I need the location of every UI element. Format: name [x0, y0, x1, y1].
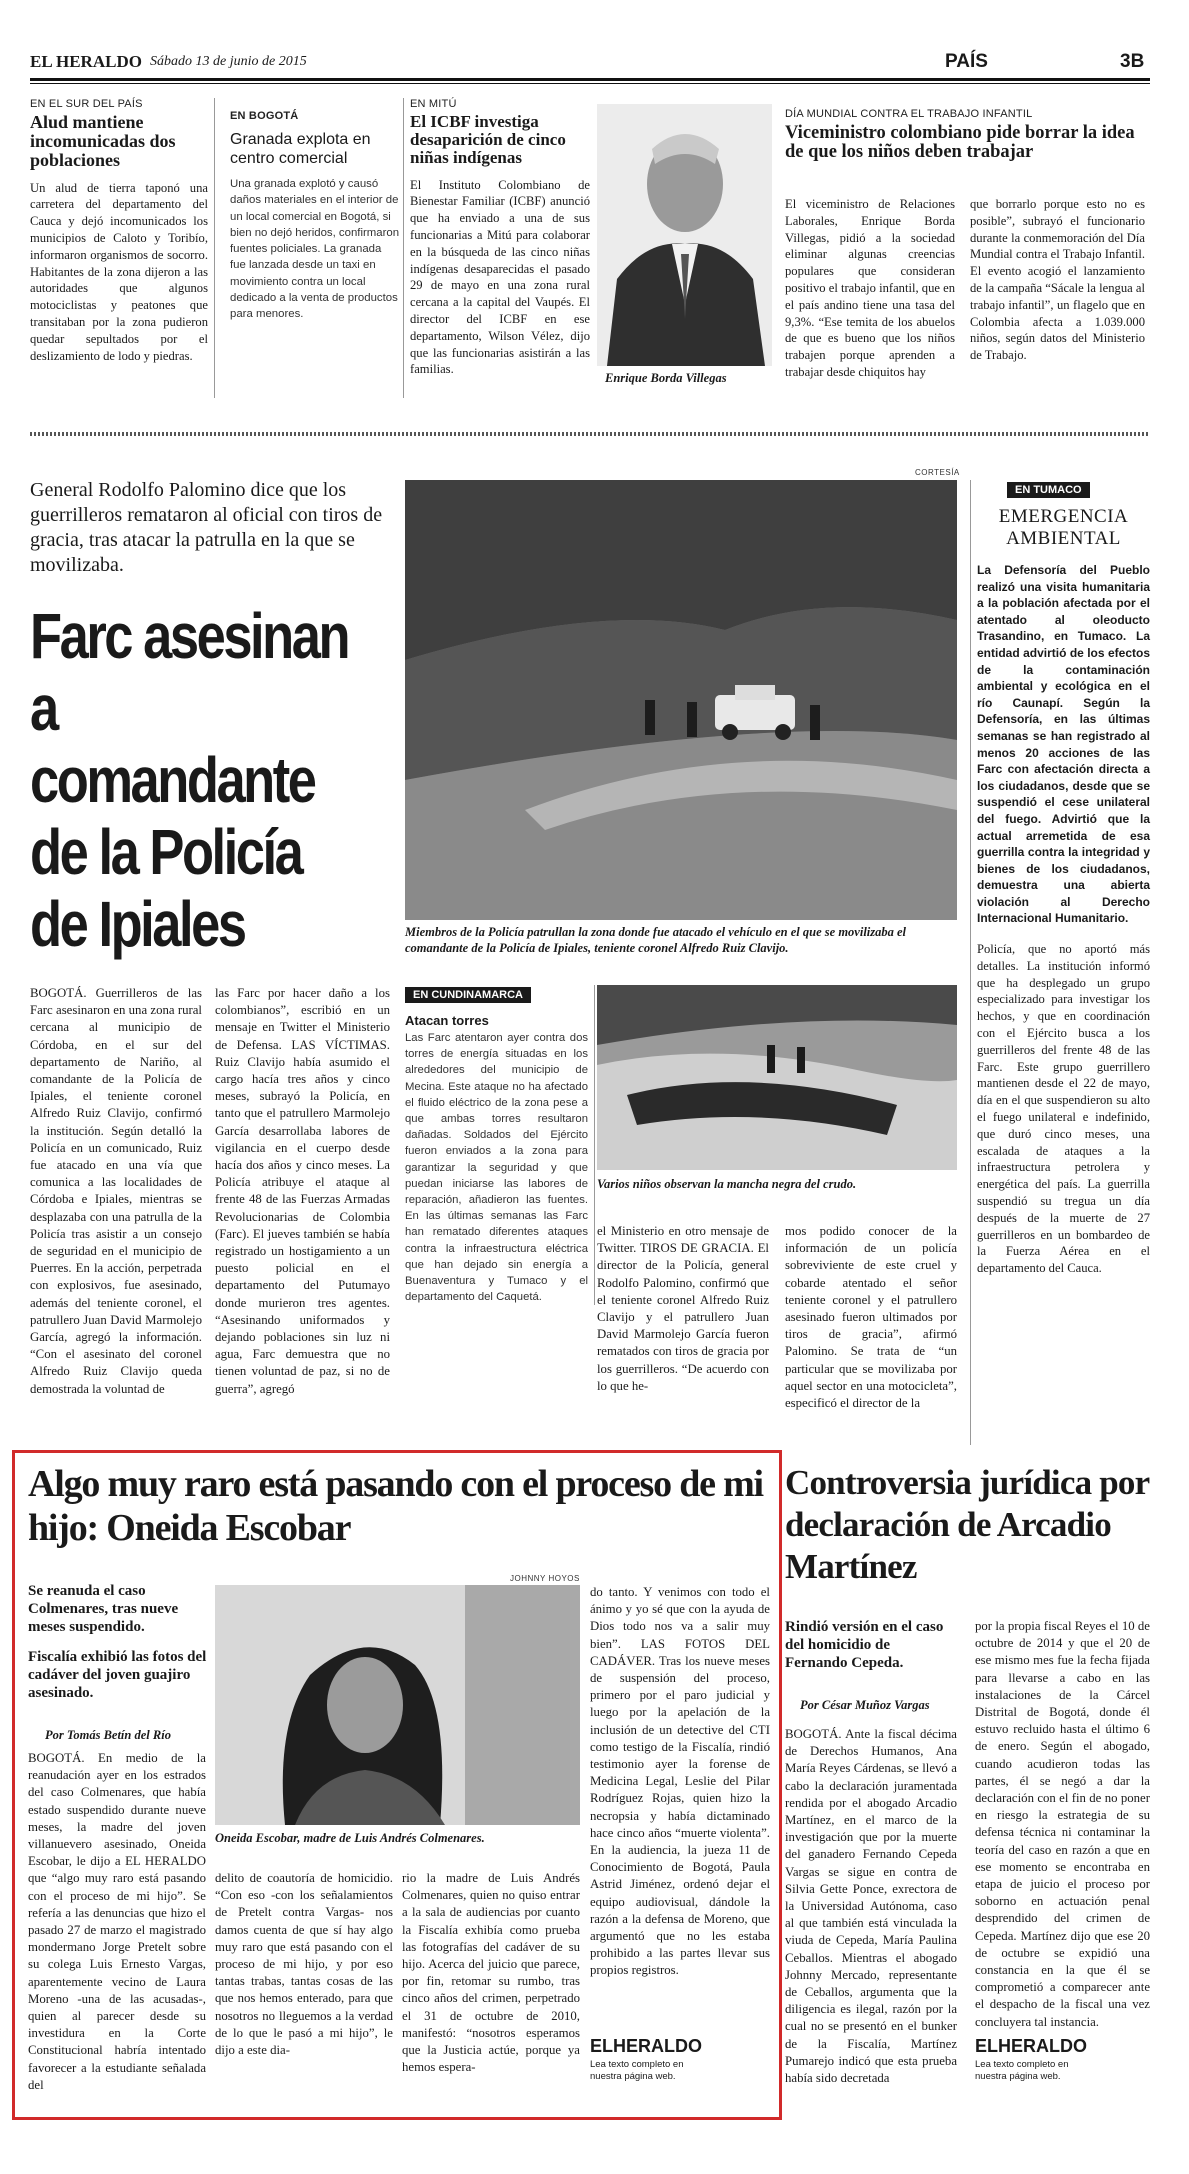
escobar-photo-credit: JOHNNY HOYOS — [510, 1574, 580, 1583]
escobar-sub1: Se reanuda el caso Colmenares, tras nueve meses suspendido. — [28, 1583, 179, 1635]
main-photo-credit: CORTESÍA — [915, 468, 960, 477]
crude-photo-caption: Varios niños observan la mancha negra del crudo. — [597, 1177, 857, 1191]
main-col2: las Farc por hacer daño a los colombianos”, escribió en un mensaje en Twitter el Ministerio de Defensa. LAS VÍCTIMAS. Ruiz Clavijo había asumido el cargo hacía tres años y cinco meses, subrayó la Policía, en tanto que el patrullero Marmolejo García desarrollaba labores de vigilancia en el cuerpo desde hacía dos años y cinco meses. La Policía atribuye el ataque al frente 48 de las Fuerzas Armadas Revolucionarias de Colombia (Farc). El jueves también se había registrado un hostigamiento a un puesto policial en el departamento del Putumayo donde murieron tres agentes. “Asesinando uniformados y dejando poblaciones sin luz ni agua, Farc demuestra que no tienen voluntad de paz, si no de guerra”, agregó — [215, 986, 390, 1396]
martinez-promo-logo: ELHERALDO — [975, 2036, 1087, 2056]
masthead-rule — [30, 78, 1150, 81]
bogota-body: Una granada explotó y causó daños materiales en el interior de un local comercial en Bogotá, si bien no dejó heridos, confirmaron fuentes policiales. La granada fue lanzada desde un taxi en movimiento contra un local dedicado a la venta de productos para menores. — [230, 178, 400, 321]
icbf-kicker: EN MITÚ — [410, 98, 457, 110]
martinez-col2: por la propia fiscal Reyes el 10 de octubre de 2014 y que el 20 de ese mismo mes fue la fecha fijada para llevarse a cabo en las instalaciones de la Cárcel Distrital de Bogotá, donde él estuvo recluido hasta el último 6 de enero. Según el abogado, cuando acudieron todas las partes, él se negó a dar la declaración con el fin de no poner en riesgo la estrategia de su defensa técnica ni contaminar la teoría del caso en razón a que en ese momento se encontraba en etapa de juicio el proceso por soborno en actuación penal desprendido del crimen de Cepeda. Martínez dijo que ese 20 de octubre se expidió una constancia en la que él se comprometió a comparecer ante el despacho de la fiscal una vez concluyera tal instancia. — [975, 1619, 1150, 2029]
escobar-photo — [215, 1585, 580, 1825]
icbf-headline: El ICBF investiga desaparición de cinco niñas indígenas — [410, 112, 566, 167]
main-photo-caption: Miembros de la Policía patrullan la zona donde fue atacado el vehículo en el que se movilizaba el comandante de la Policía de Ipiales, teniente coronel Alfredo Ruiz Clavijo. — [405, 925, 907, 955]
viceministro-col1: El viceministro de Relaciones Laborales, Enrique Borda Villegas, pidió a la sociedad eliminar algunas creencias populares que consideran positivo el trabajo infantil, que en el país andino tiene una tasa del 9,3%. “Ese temita de los abuelos de que es bueno que los niños trabajen porque aprenden a trabajar desde chiquitos hay — [785, 197, 955, 379]
escobar-headline: Algo muy raro está pasando con el proceso de mi hijo: Oneida Escobar — [28, 1463, 763, 1549]
top-row-rule — [30, 432, 1150, 436]
alud-kicker: EN EL SUR DEL PAÍS — [30, 98, 143, 110]
escobar-col1: BOGOTÁ. En medio de la reanudación ayer en los estrados del caso Colmenares, que había estado suspendido durante nueve meses, la madre del joven villanuevero asesinado, Oneida Escobar, le dijo a EL HERALDO que “algo muy raro está pasando con el proceso de mi hijo”. Se refería a las denuncias que hizo el pasado 27 de marzo el magistrado mondermano Jorge Pretelt sobre su colega Luis Ernesto Vargas, aparentemente vecino de Laura Moreno -una de las acusadas-, quien al parecer desde su investidura en la Corte Constitucional habría intentado favorecer a la estudiante señalada del — [28, 1751, 206, 2092]
martinez-promo[interactable] — [975, 2036, 1150, 2083]
oneida-escobar-image — [215, 1585, 580, 1825]
escobar-promo[interactable] — [590, 2036, 770, 2083]
escobar-col2: delito de coautoría de homicidio. “Con eso -con los señalamientos de Pretelt contra Vargas- nos damos cuenta de que sí hay algo muy raro que está pasando con el proceso de mi hijo, y por eso tantas trabas, tantas cosas de las que nos hemos enterado, para que nosotros no lleguemos a la verdad de lo que le pasó a mi hijo”, le dijo a este dia- — [215, 1871, 393, 2058]
police-patrol-image — [405, 480, 957, 920]
martinez-col1: BOGOTÁ. Ante la fiscal décima de Derechos Humanos, Ana María Reyes Cárdenas, se llevó a cabo la declaración juramentada rendida por el abogado Arcadio Martínez, en el marco de la investigación que por la muerte del ganadero Fernando Cepeda Vargas se sigue en contra de Silvia Gette Ponce, exrectora de la Universidad Autónoma, caso al que también está vinculada la viuda de Cepeda, María Paulina Ceballos. Mientras el abogado Johnny Mercado, representante de Ceballos, argumenta que la diligencia es ilegal, razón por la cual no se presentó en el bunker de la Fiscalía, Martínez Pumarejo indicó que esta prueba había sido decretada — [785, 1727, 957, 2086]
main-deck: General Rodolfo Palomino dice que los guerrilleros remataron al oficial con tiros de gracia, tras atacar la patrulla en la que se movilizaba. — [30, 479, 383, 576]
tumaco-kicker: EN TUMACO — [1007, 482, 1090, 498]
martinez-headline: Controversia jurídica por declaración de Arcadio Martínez — [785, 1463, 1149, 1586]
martinez-byline: Por César Muñoz Vargas — [800, 1698, 930, 1712]
bogota-kicker: EN BOGOTÁ — [230, 110, 299, 122]
viceministro-headline: Viceministro colombiano pide borrar la idea de que los niños deben trabajar — [785, 123, 1135, 163]
borda-photo-caption: Enrique Borda Villegas — [605, 371, 727, 385]
main-photo — [405, 480, 957, 920]
tumaco-headline: EMERGENCIA AMBIENTAL — [998, 506, 1129, 549]
divider — [403, 98, 404, 398]
martinez-promo-text: Lea texto completo en nuestra página web. — [975, 2059, 1069, 2082]
crude-spill-image — [597, 985, 957, 1170]
icbf-article — [410, 98, 590, 378]
escobar-col4: do tanto. Y venimos con todo el ánimo y yo sé que con la ayuda de Dios todo nos va a salir muy bien”. LAS FOTOS DEL CADÁVER. Tras los nueve meses de suspensión del proceso, primero por el paro judicial y luego por la apelación de la inclusión de un detective del CTI como testigo de la Fiscalía, rindió testimonio ayer la forense de Medicina Legal, Leslie del Pilar Rodríguez Rojas, quien hizo la necropsia y había dictaminado hace cinco años “muerte violenta”. En la audiencia, la jueza 11 de Conocimiento de Bogotá, Paula Astrid Jiménez, ordenó dejar el equipo audiovisual, dándole la razón a la defensa de Moreno, que argumentó que no les estaba prohibido a las partes llevar sus propios registros. — [590, 1585, 770, 1978]
paper-name: EL HERALDO — [30, 52, 142, 71]
tumaco-box — [977, 480, 1150, 1277]
masthead-rule-thin — [30, 83, 1150, 84]
portrait-image — [597, 104, 772, 366]
escobar-col3: rio la madre de Luis Andrés Colmenares, quien no quiso entrar a la sala de audiencias por cuanto la Fiscalía exhibía como prueba las fotografías del cadáver de su hijo. Acerca del juicio que parece, por fin, retomar su rumbo, tras cinco años del crimen, perpetrado el 31 de octubre de 2010, manifestó: “nosotros esperamos que la Justicia actúe, porque ya hemos espera- — [402, 1871, 580, 2075]
martinez-sub: Rindió versión en el caso del homicidio de Fernando Cepeda. — [785, 1619, 944, 1671]
crude-photo — [597, 985, 957, 1170]
viceministro-col2: que borrarlo porque esto no es posible”, subrayó el funcionario durante la conmemoración del Día Mundial contra el Trabajo Infantil. El evento acogió el lanzamiento de la campaña “Sácale la lengua al trabajo infantil”, un flagelo que en Colombia afecta a 1.039.000 niños, según datos del Ministerio de Trabajo. — [970, 197, 1145, 363]
escobar-promo-logo: ELHERALDO — [590, 2036, 702, 2056]
escobar-byline: Por Tomás Betín del Río — [45, 1728, 171, 1742]
main-col1: BOGOTÁ. Guerrilleros de las Farc asesinaron en una zona rural cercana al municipio de Córdoba, en el sur del departamento de Nariño, al comandante de la Policía de Ipiales, el teniente coronel Alfredo Ruiz Clavijo, confirmó la institución. Según detalló la Policía en un comunicado, Ruiz fue atacado en una vía que comunica a las localidades de Córdoba e Ipiales, mientras se desplazaba con una patrulla de la Policía tras asistir a un consejo de seguridad en el municipio de Puerres. En la acción, perpetrada con explosivos, fue asesinado, además del teniente coronel, el patrullero Juan David Marmolejo García, agregó la información. “Con el asesinato del coronel Alfredo Ruiz Clavijo queda demostrada la voluntad de — [30, 986, 202, 1396]
viceministro-article — [785, 98, 1150, 379]
cundinamarca-body: Las Farc atentaron ayer contra dos torres de energía situadas en los alrededores del municipio de Mecina. Este ataque no ha afectado el fluido eléctrico de la zona pese a que ambas torres resultaron dañadas. Soldados del Ejército fueron enviados a la zona para garantizar la seguridad y que puedan iniciarse las labores de reparación, añadieron las fuentes. En las últimas semanas las Farc han rematado diferentes ataques contra la infraestructura eléctrica que han dejado sin energía a Buenaventura y Tumaco y el departamento del Caquetá. — [405, 1032, 588, 1304]
tumaco-body-continued: Policía, que no aportó más detalles. La institución informó que ha desplegado un grupo especializado para investigar los hechos, y que en coordinación con el Ejército busca a los guerrilleros del frente 48 de las Farc. Este grupo guerrillero mantienen desde el 22 de mayo, día en el que suspendieron su alto el fuego unilateral e indefinido, que duró cinco meses, una escalada de ataques a la infraestructura petrolera y energética del país. La guerrilla suspendió su tregua un día después de la muerte de 27 guerrilleros en un bombardeo de la Fuerza Aérea en el departamento del Cauca. — [977, 942, 1150, 1276]
cundinamarca-box — [405, 985, 595, 1305]
edition-date: Sábado 13 de junio de 2015 — [150, 54, 307, 69]
page-number: 3B — [1120, 51, 1145, 72]
cundinamarca-kicker: EN CUNDINAMARCA — [405, 987, 531, 1003]
alud-article — [30, 98, 208, 364]
tumaco-body: La Defensoría del Pueblo realizó una visita humanitaria a la población afectada por el atentado al oleoducto Trasandino, en Tumaco. La entidad advirtió de los efectos de la contaminación ambiental y ecológica en el río Caunapí. Según la Defensoría, en las últimas semanas se han registrado al menos 20 acciones de las Farc con afectación directa a los ciudadanos, desde que se suspendió el cese unilateral del fuego. Advirtió que la actual arremetida de esa guerrilla contra la integridad y bienes de los ciudadanos, demuestra una abierta violación al Derecho Internacional Humanitario. — [977, 563, 1150, 926]
bogota-article — [230, 110, 400, 323]
section-name: PAÍS — [945, 51, 988, 72]
escobar-photo-caption: Oneida Escobar, madre de Luis Andrés Colmenares. — [215, 1831, 485, 1845]
divider — [214, 98, 215, 398]
main-col5: mos podido conocer de la información de un policía sobreviviente de este cruel y cobarde atentado el señor teniente coronel y el patrullero asesinado fueron ultimados por tiros de gracia”, afirmó Palomino. Se trata de “un particular que se movilizaba por aquel sector en una motocicleta”, especificó el director de la — [785, 1224, 957, 1411]
bogota-headline: Granada explota en centro comercial — [230, 131, 371, 167]
divider — [970, 480, 971, 1445]
icbf-body: El Instituto Colombiano de Bienestar Familiar (ICBF) anunció que ha enviado a una de sus funcionarias a Mitú para colaborar en la búsqueda de las cinco niñas indígenas desaparecidas el pasado 29 de mayo en una zona rural cercana a la capital del Vaupés. El director del ICBF en ese departamento, Wilson Vélez, dijo que las funcionarias asistirán a las familias. — [410, 177, 590, 377]
main-headline: Farc asesinan a comandante de la Policía de Ipiales — [30, 600, 349, 960]
alud-headline: Alud mantiene incomunicadas dos poblaciones — [30, 112, 176, 170]
escobar-promo-text: Lea texto completo en nuestra página web. — [590, 2059, 684, 2082]
viceministro-kicker: DÍA MUNDIAL CONTRA EL TRABAJO INFANTIL — [785, 108, 1033, 120]
escobar-sub2: Fiscalía exhibió las fotos del cadáver del joven guajiro asesinado. — [28, 1649, 207, 1701]
masthead — [30, 50, 1150, 80]
cundinamarca-headline: Atacan torres — [405, 1013, 489, 1028]
main-col4: el Ministerio en otro mensaje de Twitter. TIROS DE GRACIA. El director de la Policía, general Rodolfo Palomino, confirmó que el teniente coronel Alfredo Ruiz Clavijo y el patrullero Juan David Marmolejo García fueron rematados con tiros de gracia por los guerrilleros. “De acuerdo con lo que he- — [597, 1224, 769, 1393]
enrique-borda-photo — [597, 104, 772, 366]
alud-body: Un alud de tierra taponó una carretera del departamento del Cauca y dejó incomunicados los municipios de Caloto y Toribío, informaron organismos de socorro. Habitantes de la zona dijeron a las autoridades que algunos motociclistas y peatones que transitaban por la zona pudieron quedar sepultados por el deslizamiento de lodo y piedras. — [30, 180, 208, 363]
